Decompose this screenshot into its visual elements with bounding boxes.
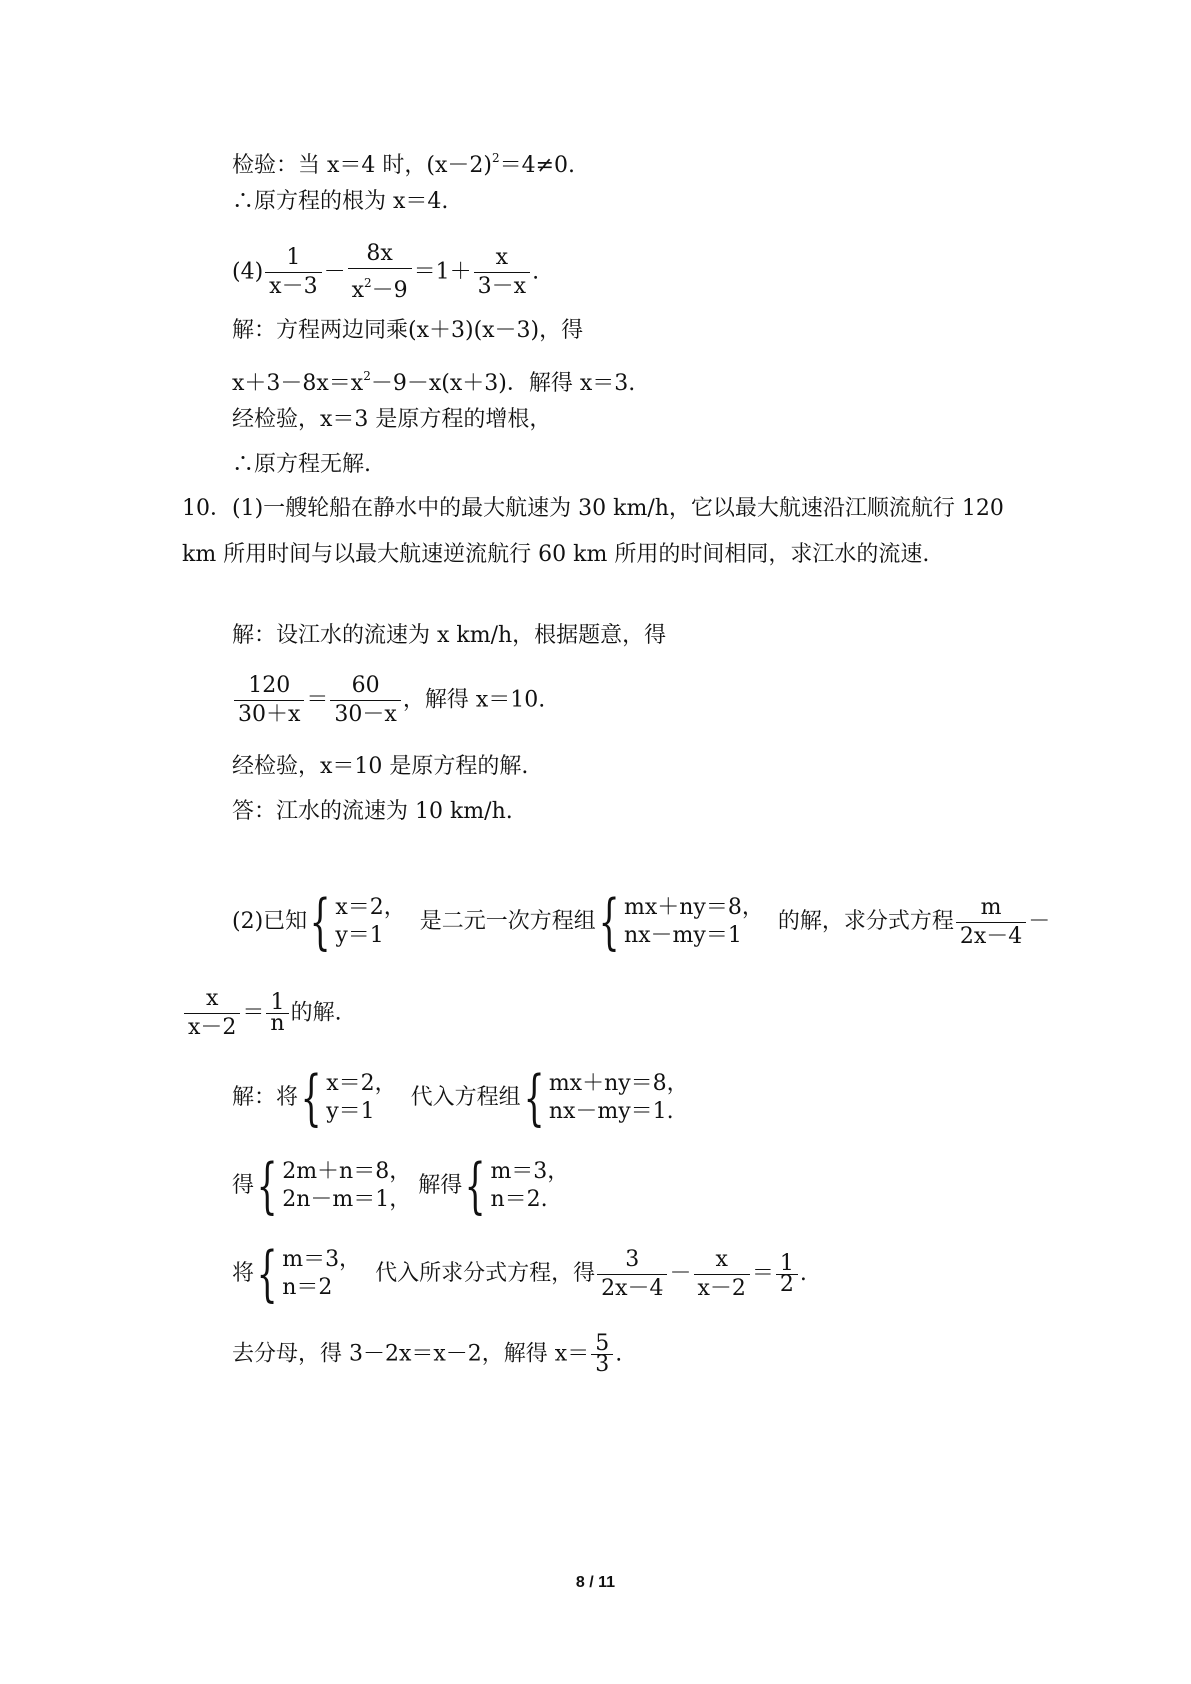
- fraction: $\frac{8x}{x^2-9}$: [348, 240, 412, 305]
- substitute-mn-line: 将 { m＝3， n＝2 代入所求分式方程，得 $\frac{3}{2x-4}$ － $\frac{x}{x-2}$ ＝ $\frac{1}{2}$ .: [232, 1239, 807, 1309]
- fraction: $\frac{1}{2}$: [776, 1254, 798, 1295]
- extraneous-root-line: 经检验，x＝3 是原方程的增根，: [232, 407, 552, 432]
- equation-system: { m＝3， n＝2: [256, 1239, 362, 1309]
- fraction: $\frac{3}{2x-4}$: [597, 1246, 667, 1303]
- equation-system: { m＝3， n＝2.: [464, 1151, 570, 1221]
- fraction: $\frac{x}{x-2}$: [694, 1246, 750, 1303]
- brace-icon: {: [309, 887, 331, 957]
- brace-icon: {: [464, 1151, 486, 1221]
- solve-system-line: 得 { 2m＋n＝8， 2n－m＝1， 解得 { m＝3， n＝2.: [232, 1151, 570, 1221]
- brace-icon: {: [256, 1239, 278, 1309]
- brace-icon: {: [523, 1063, 545, 1133]
- check-line-1: 检验：当 x＝4 时，$(x-2)^2=4\ne 0$.: [232, 151, 576, 178]
- fraction: $\frac{1}{n}$: [266, 993, 288, 1034]
- fraction: $\frac{60}{30-x}$: [330, 672, 400, 729]
- setup-line: 解：设江水的流速为 x km/h，根据题意，得: [232, 623, 667, 648]
- fraction: $\frac{1}{x-3}$: [265, 244, 321, 301]
- brace-icon: {: [256, 1151, 278, 1221]
- final-solution-line: 去分母，得 3－2x＝x－2，解得 x＝ $\frac{5}{3}$ .: [232, 1331, 623, 1377]
- equation-line: $\frac{120}{30+x}$ ＝ $\frac{60}{30-x}$ ，解得 x＝10.: [232, 672, 545, 729]
- question-2-continuation: $\frac{x}{x-2}$ ＝ $\frac{1}{n}$ 的解.: [182, 985, 342, 1042]
- equation-system: { mx＋ny＝8， nx－my＝1: [598, 887, 764, 957]
- fraction: $\frac{m}{2x-4}$: [956, 894, 1026, 951]
- equation-system: { mx＋ny＝8， nx－my＝1.: [523, 1063, 689, 1133]
- root-conclusion: ∴原方程的根为 x＝4.: [232, 189, 449, 214]
- verification-line: 经检验，x＝10 是原方程的解.: [232, 754, 529, 779]
- question-2-line: (2)已知 { x＝2， y＝1 是二元一次方程组 { mx＋ny＝8， nx－my＝1 的解，求分式方程 $\frac{m}{2x-4}$ －: [232, 887, 1051, 957]
- brace-icon: {: [300, 1063, 322, 1133]
- substitute-line: 解：将 { x＝2， y＝1 代入方程组 { mx＋ny＝8， nx－my＝1.: [232, 1063, 689, 1133]
- problem-4-equation: (4) $\frac{1}{x-3}$ － $\frac{8x}{x^2-9}$ ＝1＋ $\frac{x}{3-x}$ .: [232, 241, 540, 303]
- question-10-text: 10．(1)一艘轮船在静水中的最大航速为 30 km/h，它以最大航速沿江顺流航行 120 km 所用时间与以最大航速逆流航行 60 km 所用的时间相同，求江水的流速.: [182, 496, 1004, 567]
- no-solution-line: ∴原方程无解.: [232, 452, 371, 477]
- solution-step-line: 解：方程两边同乘(x＋3)(x－3)，得: [232, 318, 584, 343]
- equation-system: { x＝2， y＝1: [309, 887, 406, 957]
- fraction: $\frac{5}{3}$: [591, 1334, 613, 1375]
- solution-expansion-line: $x+3-8x=x^2-9-x(x+3)$．解得 x＝3.: [232, 369, 636, 396]
- equation-system: { x＝2， y＝1: [300, 1063, 397, 1133]
- fraction: $\frac{120}{30+x}$: [234, 672, 304, 729]
- equation-system: { 2m＋n＝8， 2n－m＝1，: [256, 1151, 412, 1221]
- fraction: $\frac{x}{x-2}$: [184, 985, 240, 1042]
- answer-line: 答：江水的流速为 10 km/h.: [232, 799, 513, 824]
- page-number: 8 / 11: [575, 1574, 616, 1591]
- brace-icon: {: [598, 887, 620, 957]
- fraction: $\frac{x}{3-x}$: [474, 244, 530, 301]
